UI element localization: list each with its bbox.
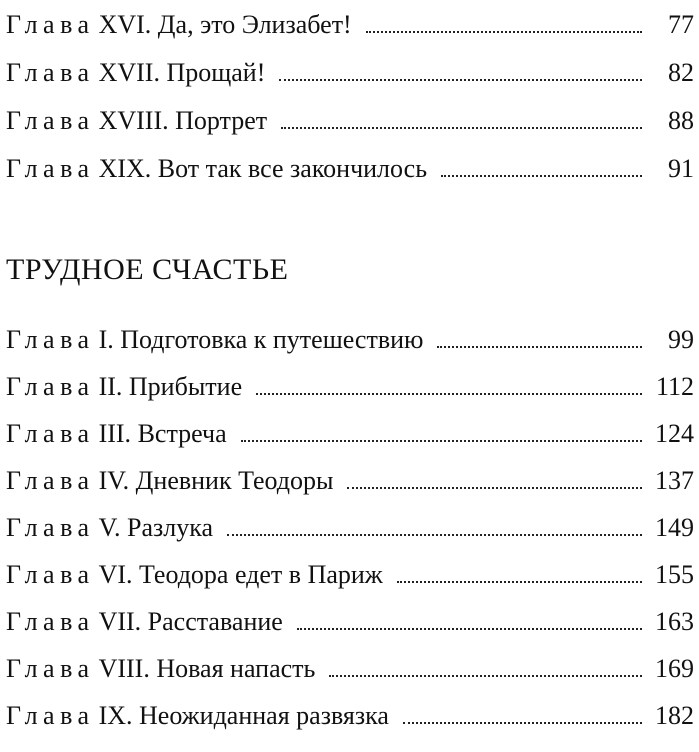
chapter-title: Прощай! bbox=[166, 58, 266, 87]
toc-entry[interactable] bbox=[6, 0, 694, 40]
chapter-title: Вот так все закончилось bbox=[157, 154, 428, 183]
toc-entry[interactable] bbox=[6, 362, 694, 402]
toc-entry[interactable] bbox=[6, 550, 694, 590]
dot-leader bbox=[256, 393, 642, 395]
chapter-prefix: Глава bbox=[6, 419, 95, 448]
chapter-number: VIII. bbox=[98, 654, 150, 683]
chapter-prefix: Глава bbox=[6, 372, 95, 401]
dot-leader bbox=[329, 675, 642, 677]
page-number: 91 bbox=[668, 154, 694, 183]
chapter-prefix: Глава bbox=[6, 654, 95, 683]
page-number: 155 bbox=[655, 560, 694, 589]
page-number: 88 bbox=[668, 106, 694, 135]
chapter-title: Разлука bbox=[127, 513, 214, 542]
dot-leader bbox=[403, 722, 642, 724]
dot-leader bbox=[297, 628, 642, 630]
page-number: 149 bbox=[655, 513, 694, 542]
chapter-title: Да, это Элизабет! bbox=[157, 10, 352, 39]
chapter-number: XVIII. bbox=[98, 106, 169, 135]
dot-leader bbox=[437, 346, 642, 348]
chapter-prefix: Глава bbox=[6, 560, 95, 589]
page-number: 182 bbox=[655, 701, 694, 730]
chapter-title: Подготовка к путешествию bbox=[120, 325, 424, 354]
chapter-number: IV. bbox=[98, 466, 130, 495]
chapter-title: Портрет bbox=[175, 106, 268, 135]
chapter-title: Теодора едет в Париж bbox=[139, 560, 383, 589]
dot-leader bbox=[366, 31, 642, 33]
chapter-number: III. bbox=[98, 419, 132, 448]
dot-leader bbox=[227, 534, 642, 536]
dot-leader bbox=[241, 440, 642, 442]
chapter-prefix: Глава bbox=[6, 607, 95, 636]
chapter-title: Неожиданная развязка bbox=[139, 701, 389, 730]
chapter-title: Встреча bbox=[137, 419, 227, 448]
chapter-title: Дневник Теодоры bbox=[135, 466, 334, 495]
chapter-number: XIX. bbox=[98, 154, 152, 183]
page-number: 137 bbox=[655, 466, 694, 495]
chapter-number: VII. bbox=[98, 607, 142, 636]
page-number: 77 bbox=[668, 10, 694, 39]
page-number: 82 bbox=[668, 58, 694, 87]
toc-entry[interactable] bbox=[6, 409, 694, 449]
chapter-prefix: Глава bbox=[6, 701, 95, 730]
chapter-number: XVI. bbox=[98, 10, 152, 39]
page-number: 163 bbox=[655, 607, 694, 636]
chapter-prefix: Глава bbox=[6, 154, 95, 183]
page-number: 169 bbox=[655, 654, 694, 683]
toc-entry[interactable] bbox=[6, 144, 694, 184]
chapter-prefix: Глава bbox=[6, 58, 95, 87]
dot-leader bbox=[441, 175, 642, 177]
chapter-number: I. bbox=[98, 325, 114, 354]
chapter-prefix: Глава bbox=[6, 325, 95, 354]
toc-entry[interactable] bbox=[6, 644, 694, 684]
chapter-title: Новая напасть bbox=[156, 654, 316, 683]
chapter-number: II. bbox=[98, 372, 123, 401]
toc-entry[interactable] bbox=[6, 691, 694, 731]
chapter-number: IX. bbox=[98, 701, 133, 730]
toc-entry[interactable] bbox=[6, 48, 694, 88]
chapter-prefix: Глава bbox=[6, 513, 95, 542]
toc-entry[interactable] bbox=[6, 315, 694, 355]
dot-leader bbox=[397, 581, 642, 583]
chapter-title: Прибытие bbox=[128, 372, 243, 401]
toc-entry[interactable] bbox=[6, 503, 694, 543]
chapter-prefix: Глава bbox=[6, 106, 95, 135]
dot-leader bbox=[279, 79, 642, 81]
dot-leader bbox=[281, 127, 642, 129]
chapter-prefix: Глава bbox=[6, 10, 95, 39]
chapter-number: V. bbox=[98, 513, 121, 542]
chapter-title: Расставание bbox=[147, 607, 283, 636]
chapter-prefix: Глава bbox=[6, 466, 95, 495]
toc-entry[interactable] bbox=[6, 96, 694, 136]
page-number: 112 bbox=[655, 372, 694, 401]
chapter-number: VI. bbox=[98, 560, 133, 589]
page-number: 124 bbox=[655, 419, 694, 448]
section-title: ТРУДНОЕ СЧАСТЬЕ bbox=[6, 253, 289, 286]
toc-entry[interactable] bbox=[6, 597, 694, 637]
chapter-number: XVII. bbox=[98, 58, 160, 87]
dot-leader bbox=[347, 487, 642, 489]
toc-entry[interactable] bbox=[6, 456, 694, 496]
page-number: 99 bbox=[668, 325, 694, 354]
